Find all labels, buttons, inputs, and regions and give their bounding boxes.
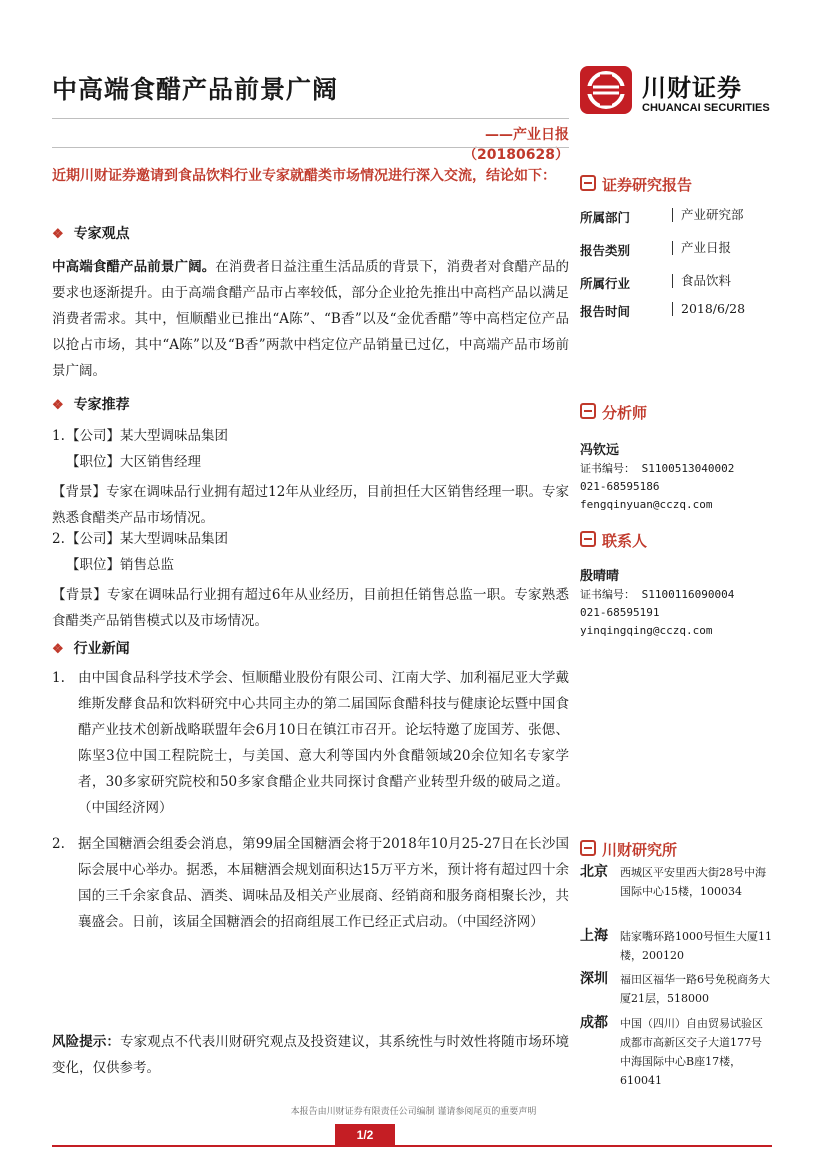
contact-name: 殷晴晴 <box>580 569 620 584</box>
footer-rule <box>52 1145 772 1147</box>
brand-logo <box>580 66 770 122</box>
section-icon <box>580 403 596 419</box>
page-number: 1/2 <box>335 1124 395 1146</box>
analyst-email[interactable]: fengqinyuan@cczq.com <box>580 498 713 511</box>
expert-background: 【背景】专家在调味品行业拥有超过12年从业经历，目前担任大区销售经理一职。专家熟悉食醋类产品市场情况。 <box>52 484 569 526</box>
view-body: 在消费者日益注重生活品质的背景下，消费者对食醋产品的要求也逐渐提升。由于高端食醋产品市占率较低，部分企业抢先推出中高档产品以满足消费者需求。其中，恒顺醋业已推出“A陈”、“B香”以及“金优香醋”等中高档定位产品以抢占市场，其中“A陈”以及“B香”两款中档定位产品销量已过亿，中高端产品市场前景广阔。 <box>52 259 569 379</box>
section-icon <box>580 840 596 856</box>
report-subtitle: ——产业日报（20180628） <box>463 127 569 163</box>
brand-name-en: CHUANCAI SECURITIES <box>642 102 770 114</box>
expert-company: 【公司】某大型调味品集团 <box>66 428 228 444</box>
diamond-bullet-icon: ❖ <box>52 227 64 242</box>
analyst-card <box>580 442 780 514</box>
view-paragraph <box>52 254 569 384</box>
news-text: 由中国食品科学技术学会、恒顺醋业股份有限公司、江南大学、加利福尼亚大学戴维斯发酵食品和饮料研究中心共同主办的第二届国际食醋科技与健康论坛暨中国食醋产业技术创新战略联盟年会6月10日在镇江市召开。论坛特邀了庞国芳、张偲、陈坚3位中国工程院院士，与美国、意大利等国内外食醋领域20余位知名专家学者，30多家研究院校和50多家食醋企业共同探讨食醋产业转型升级的破局之道。（中国经济网） <box>78 670 569 816</box>
contact-phone: 021-68595191 <box>580 606 660 619</box>
analyst-phone: 021-68595186 <box>580 480 660 493</box>
section-heading-news: ❖ 行业新闻 <box>52 641 130 657</box>
news-item: 2. 据全国糖酒会组委会消息，第99届全国糖酒会将于2018年10月25-27日在长沙国际会展中心举办。据悉，本届糖酒会规划面积达15万平方米，预计将有超过四十余国的三千余家食品、酒类、调味品及相关产业展商、经销商和服务商相聚长沙，共襄盛会。日前，该届全国糖酒会的招商组展工作已经正式启动。（中国经济网） <box>52 831 569 935</box>
page-title: 中高端食醋产品前景广阔 <box>52 75 339 104</box>
expert-item: 1. 【公司】某大型调味品集团 【职位】大区销售经理 【背景】专家在调味品行业拥有超过12年从业经历，目前担任大区销售经理一职。专家熟悉食醋类产品市场情况。 <box>52 423 569 531</box>
risk-text: 专家观点不代表川财研究观点及投资建议，其系统性与时效性将随市场环境变化，仅供参考。 <box>52 1034 570 1076</box>
analyst-cert: 证书编号： S1100513040002 <box>580 462 735 475</box>
contact-email[interactable]: yinqingqing@cczq.com <box>580 624 713 637</box>
sidebar-heading-institute: 川财研究所 <box>580 839 677 860</box>
expert-background: 【背景】专家在调味品行业拥有超过6年从业经历，目前担任销售总监一职。专家熟悉食醋类产品销售模式以及市场情况。 <box>52 587 569 629</box>
analyst-name: 冯钦远 <box>580 443 620 458</box>
section-icon <box>580 531 596 547</box>
risk-warning <box>52 1029 569 1081</box>
header-rule-bottom <box>52 147 569 148</box>
intro-text: 近期川财证券邀请到食品饮料行业专家就醋类市场情况进行深入交流，结论如下： <box>52 168 556 184</box>
section-icon <box>580 175 596 191</box>
contact-card <box>580 568 780 640</box>
news-item: 1. 由中国食品科学技术学会、恒顺醋业股份有限公司、江南大学、加利福尼亚大学戴维斯发酵食品和饮料研究中心共同主办的第二届国际食醋科技与健康论坛暨中国食醋产业技术创新战略联盟年会6月10日在镇江市召开。论坛特邀了庞国芳、张偲、陈坚3位中国工程院院士，与美国、意大利等国内外食醋领域20余位知名专家学者，30多家研究院校和50多家食醋企业共同探讨食醋产业转型升级的破局之道。（中国经济网） <box>52 665 569 821</box>
expert-position: 【职位】销售总监 <box>66 557 174 573</box>
expert-position: 【职位】大区销售经理 <box>66 454 201 470</box>
expert-item: 2. 【公司】某大型调味品集团 【职位】销售总监 【背景】专家在调味品行业拥有超过6年从业经历，目前担任销售总监一职。专家熟悉食醋类产品销售模式以及市场情况。 <box>52 526 569 634</box>
section-heading-recommend: ❖ 专家推荐 <box>52 397 130 413</box>
section-heading-view: ❖ 专家观点 <box>52 226 130 242</box>
risk-label: 风险提示： <box>52 1034 121 1050</box>
brand-name-cn: 川财证券 <box>642 74 742 102</box>
logo-mark-icon <box>580 66 632 114</box>
expert-company: 【公司】某大型调味品集团 <box>66 531 228 547</box>
news-text: 据全国糖酒会组委会消息，第99届全国糖酒会将于2018年10月25-27日在长沙国际会展中心举办。据悉，本届糖酒会规划面积达15万平方米，预计将有超过四十余国的三千余家食品、酒类、调味品及相关产业展商、经销商和服务商相聚长沙，共襄盛会。日前，该届全国糖酒会的招商组展工作已经正式启动。（中国经济网） <box>78 836 569 930</box>
diamond-bullet-icon: ❖ <box>52 642 64 657</box>
sidebar-heading-report: 证券研究报告 <box>580 174 692 195</box>
diamond-bullet-icon: ❖ <box>52 398 64 413</box>
contact-cert: 证书编号： S1100116090004 <box>580 588 735 601</box>
sidebar-heading-analyst: 分析师 <box>580 402 647 423</box>
header-rule <box>52 118 569 119</box>
sidebar-heading-contact: 联系人 <box>580 530 647 551</box>
view-lead: 中高端食醋产品前景广阔。 <box>52 259 216 275</box>
footer-disclaimer: 本报告由川财证券有限责任公司编制 谨请参阅尾页的重要声明 <box>290 1107 537 1117</box>
